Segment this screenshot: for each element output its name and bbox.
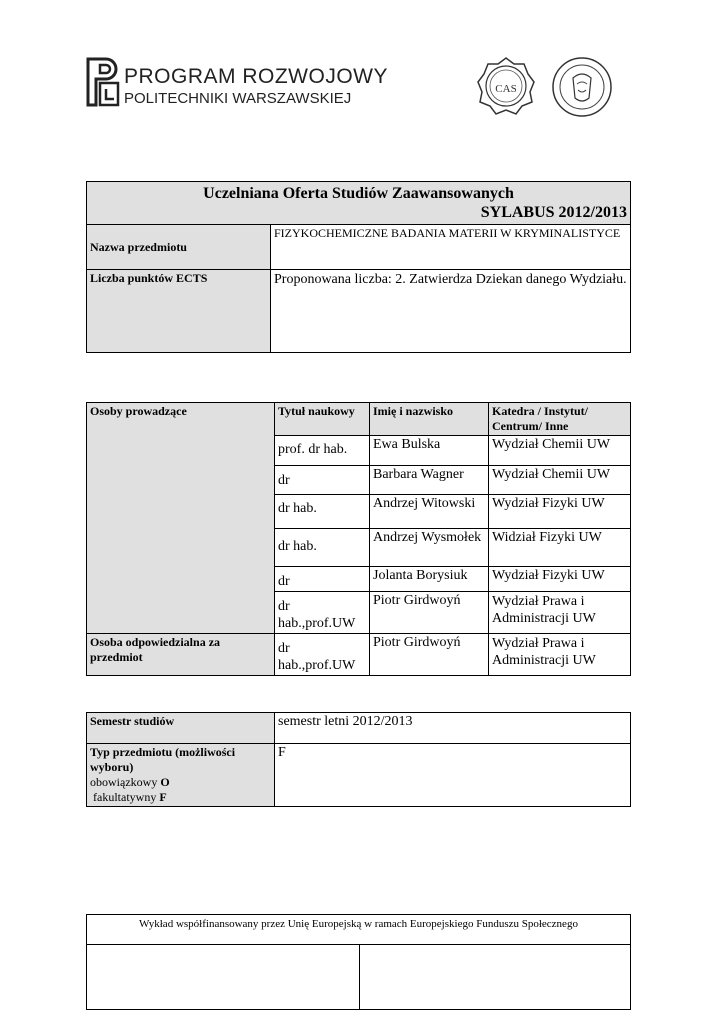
staff-table bbox=[86, 402, 631, 676]
cas-seal bbox=[476, 56, 536, 116]
logo-line2: POLITECHNIKI WARSZAWSKIEJ bbox=[124, 90, 352, 107]
type-value: F bbox=[275, 744, 631, 807]
cas-seal-icon bbox=[476, 56, 536, 116]
pr-logo-mark-icon bbox=[86, 57, 120, 107]
type-option-1-text: obowiązkowy bbox=[90, 775, 158, 789]
type-option-2 bbox=[90, 790, 271, 805]
semester-table bbox=[86, 712, 631, 807]
footer-cell-right bbox=[360, 945, 631, 1010]
title-line1: Uczelniana Oferta Studiów Zaawansowanych bbox=[203, 185, 514, 202]
row-name: Ewa Bulska bbox=[370, 436, 489, 466]
row-title: dr bbox=[275, 466, 370, 495]
header-dept: Katedra / Instytut/ Centrum/ Inne bbox=[489, 403, 631, 436]
responsible-label: Osoba odpowiedzialna za przedmiot bbox=[87, 634, 275, 676]
row-name: Jolanta Borysiuk bbox=[370, 567, 489, 592]
responsible-row bbox=[87, 634, 631, 676]
title-cell bbox=[87, 182, 631, 225]
ects-label: Liczba punktów ECTS bbox=[87, 270, 271, 353]
row-dept: Wydział Chemii UW bbox=[489, 436, 631, 466]
row-dept: Wydział Prawa i Administracji UW bbox=[489, 592, 631, 634]
row-name: Barbara Wagner bbox=[370, 466, 489, 495]
row-name: Andrzej Wysmołek bbox=[370, 529, 489, 567]
title-line2: SYLABUS 2012/2013 bbox=[480, 204, 627, 221]
svg-text:CAS: CAS bbox=[495, 83, 517, 95]
type-option-2-code: F bbox=[159, 790, 167, 804]
row-title: dr hab. bbox=[275, 495, 370, 529]
row-dept: Wydział Fizyki UW bbox=[489, 495, 631, 529]
footer-table bbox=[86, 914, 631, 1010]
row-title: dr bbox=[275, 567, 370, 592]
course-name-value: FIZYKOCHEMICZNE BADANIA MATERII W KRYMINALISTYCE bbox=[271, 225, 631, 270]
type-label-cell bbox=[87, 744, 275, 807]
course-table bbox=[86, 181, 631, 353]
header-title: Tytuł naukowy bbox=[275, 403, 370, 436]
logo-line1: PROGRAM ROZWOJOWY bbox=[124, 65, 388, 88]
resp-dept: Wydział Prawa i Administracji UW bbox=[489, 634, 631, 676]
semester-label: Semestr studiów bbox=[87, 713, 275, 744]
row-title: dr hab. bbox=[275, 529, 370, 567]
header-name: Imię i nazwisko bbox=[370, 403, 489, 436]
resp-name: Piotr Girdwoyń bbox=[370, 634, 489, 676]
university-seal-icon bbox=[551, 56, 613, 118]
type-option-1 bbox=[90, 775, 271, 790]
row-dept: Wydział Chemii UW bbox=[489, 466, 631, 495]
footer-text: Wykład współfinansowany przez Unię Europejską w ramach Europejskiego Funduszu Społecznego bbox=[87, 915, 631, 945]
type-label: Typ przedmiotu (możliwości wyboru) bbox=[90, 745, 236, 774]
resp-title: dr hab.,prof.UW bbox=[275, 634, 370, 676]
semester-value: semestr letni 2012/2013 bbox=[275, 713, 631, 744]
staff-label: Osoby prowadzące bbox=[87, 403, 275, 634]
row-dept: Widział Fizyki UW bbox=[489, 529, 631, 567]
ects-value: Proponowana liczba: 2. Zatwierdza Dziekan danego Wydziału. bbox=[271, 270, 631, 353]
row-name: Piotr Girdwoyń bbox=[370, 592, 489, 634]
footer-cell-left bbox=[87, 945, 360, 1010]
row-title: dr hab.,prof.UW bbox=[275, 592, 370, 634]
row-name: Andrzej Witowski bbox=[370, 495, 489, 529]
type-option-2-text: fakultatywny bbox=[93, 790, 157, 804]
row-title: prof. dr hab. bbox=[275, 436, 370, 466]
type-option-1-code: O bbox=[160, 775, 170, 789]
university-seal bbox=[551, 56, 613, 118]
row-dept: Wydział Fizyki UW bbox=[489, 567, 631, 592]
program-logo bbox=[86, 57, 386, 109]
course-name-label: Nazwa przedmiotu bbox=[87, 225, 271, 270]
